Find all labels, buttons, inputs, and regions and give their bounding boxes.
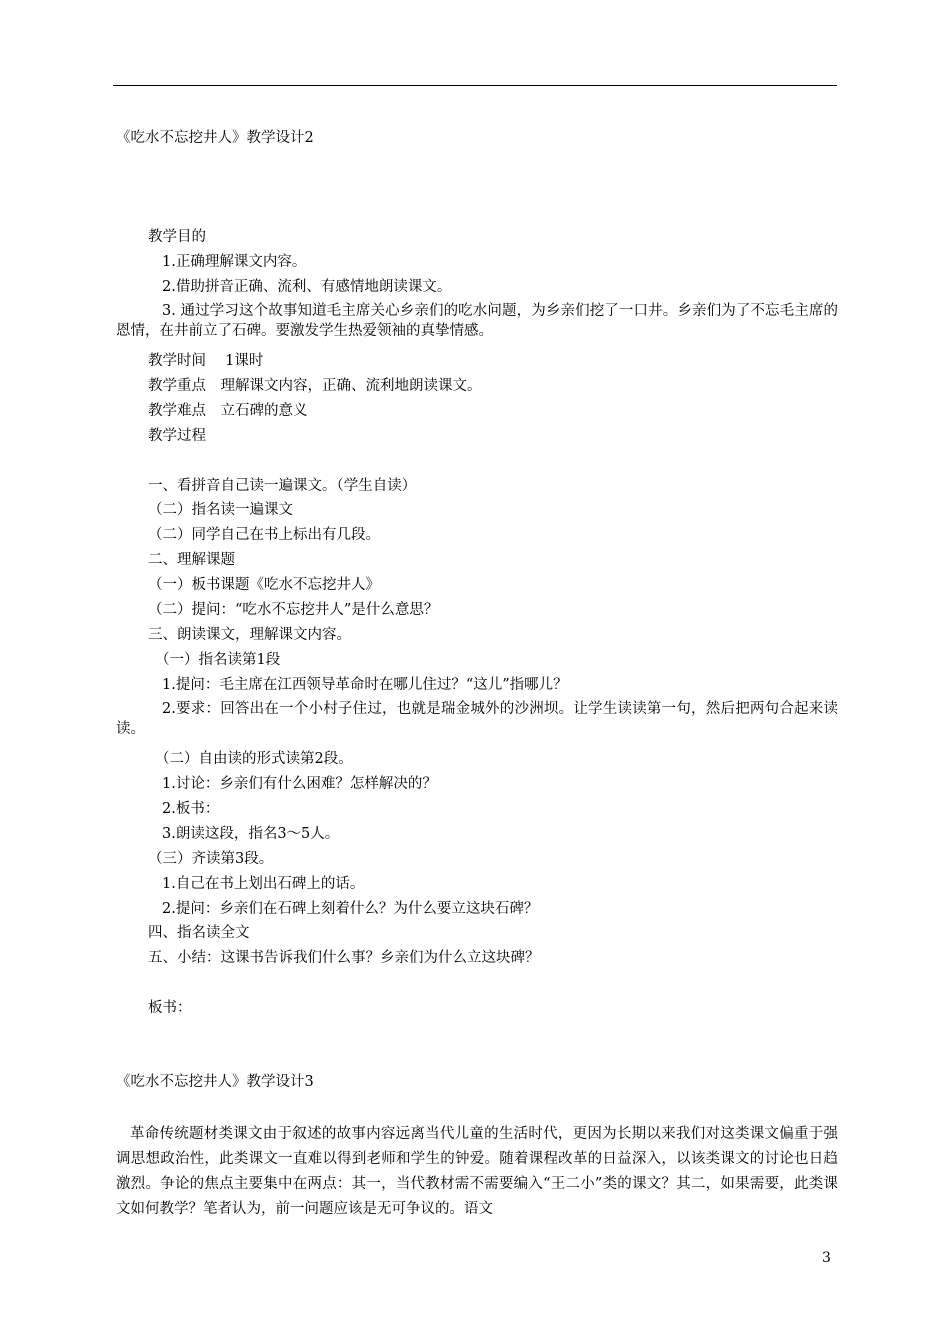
step-3-b: （二）自由读的形式读第2段。	[155, 751, 353, 767]
step-3-b-1: 1.讨论：乡亲们有什么困难？怎样解决的？	[162, 776, 437, 792]
step-3-c-1: 1.自己在书上划出石碑上的话。	[162, 876, 365, 892]
doc-title-3: 《吃水不忘挖井人》教学设计3	[116, 1074, 314, 1090]
doc-title-2: 《吃水不忘挖井人》教学设计2	[116, 130, 314, 146]
step-3-b-3: 3.朗读这段，指名3～5人。	[162, 826, 340, 842]
step-2-b: （二）提问：“吃水不忘挖井人”是什么意思？	[148, 602, 439, 618]
step-3-a-1: 1.提问：毛主席在江西领导革命时在哪儿住过？“这儿”指哪儿？	[162, 677, 568, 693]
goal-item-1: 1.正确理解课文内容。	[162, 254, 307, 270]
step-5: 五、小结：这课书告诉我们什么事？乡亲们为什么立这块碑？	[148, 950, 540, 966]
step-3: 三、朗读课文，理解课文内容。	[148, 627, 351, 643]
step-3-c-2: 2.提问：乡亲们在石碑上刻着什么？为什么要立这块石碑？	[162, 901, 539, 917]
step-1-b: （二）同学自己在书上标出有几段。	[148, 527, 380, 543]
page-number: 3	[822, 1250, 831, 1266]
board-label: 板书：	[148, 1000, 192, 1016]
step-2-a: （一）板书课题《吃水不忘挖井人》	[148, 577, 380, 593]
header-rule	[113, 85, 837, 86]
teaching-difficulty: 教学难点 立石碑的意义	[148, 403, 308, 419]
teaching-key: 教学重点 理解课文内容，正确、流利地朗读课文。	[148, 378, 482, 394]
step-4: 四、指名读全文	[148, 925, 250, 941]
teaching-process: 教学过程	[148, 428, 206, 444]
step-3-b-2: 2.板书：	[162, 801, 220, 817]
step-1-a: （二）指名读一遍课文	[148, 502, 293, 518]
step-3-c: （三）齐读第3段。	[148, 851, 274, 867]
step-3-a: （一）指名读第1段	[155, 652, 281, 668]
goal-item-3: 3. 通过学习这个故事知道毛主席关心乡亲们的吃水问题，为乡亲们挖了一口井。乡亲们为了不忘毛主席的恩情，在井前立了石碑。要激发学生热爱领袖的真挚情感。	[116, 303, 838, 339]
goal-heading: 教学目的	[148, 229, 206, 245]
step-2: 二、理解课题	[148, 552, 235, 568]
step-3-a-2: 2.要求：回答出在一个小村子住过，也就是瑞金城外的沙洲坝。让学生读读第一句，然后把两句合起来读读。	[116, 701, 838, 737]
goal-item-2: 2.借助拼音正确、流利、有感情地朗读课文。	[162, 279, 452, 295]
body-paragraph: 革命传统题材类课文由于叙述的故事内容远离当代儿童的生活时代，更因为长期以来我们对这类课文偏重于强调思想政治性，此类课文一直难以得到老师和学生的钟爱。随着课程改革的日益深入，以该类课文的讨论也日趋激烈。争论的焦点主要集中在两点：其一，当代教材需不需要编入“王二小”类的课文？其二，如果需要，此类课文如何教学？笔者认为，前一问题应该是无可争议的。语文	[116, 1126, 838, 1217]
step-1: 一、看拼音自己读一遍课文。（学生自读）	[148, 478, 417, 494]
teaching-time: 教学时间 1课时	[148, 353, 264, 369]
